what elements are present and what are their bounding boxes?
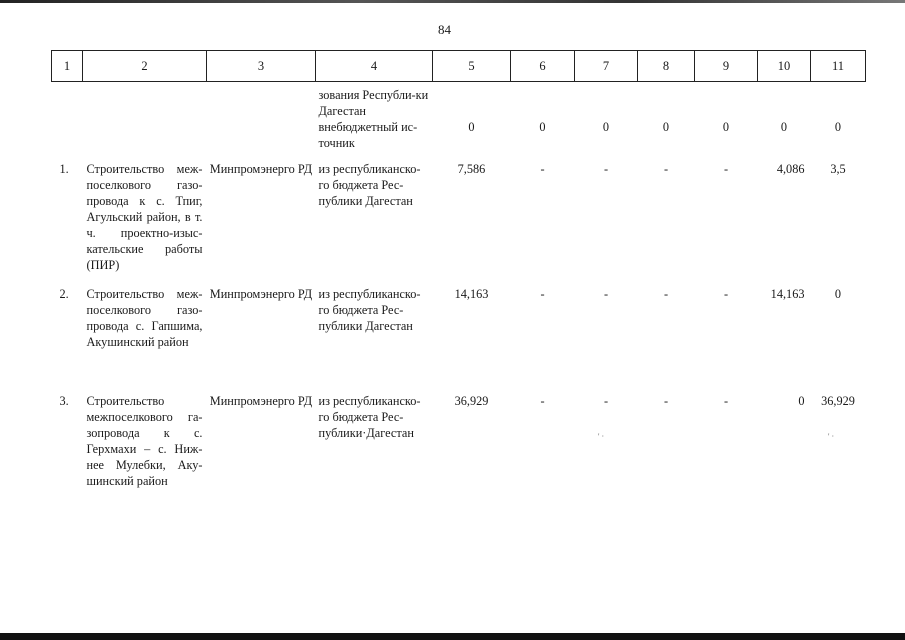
object-name: Строительство меж-поселкового газо-провода с. Гапшима, Акушинский район — [86, 287, 203, 349]
value-cell: - — [540, 287, 545, 301]
value-cell: - — [540, 162, 545, 176]
value-cell: - — [663, 287, 669, 301]
header-cell: 3 — [207, 51, 316, 82]
value-cell: - — [603, 287, 609, 301]
row-number: 2. — [59, 287, 69, 301]
scan-edge-bottom — [0, 633, 905, 640]
header-cell: 6 — [511, 51, 575, 82]
header-cell: 1 — [52, 51, 83, 82]
value-cell: - — [663, 162, 669, 176]
row-number: 3. — [59, 394, 69, 408]
header-cell: 5 — [433, 51, 511, 82]
funding-source-cell: из республиканско-го бюджета Рес-публики Дагестан — [318, 162, 421, 208]
value-cell: 0 — [780, 120, 788, 134]
continuation-row — [52, 82, 866, 120]
header-cell: 9 — [695, 51, 758, 82]
executor: Минпромэнерго РД — [209, 394, 313, 408]
value-cell: - — [723, 162, 729, 176]
value-cell: 0 — [722, 120, 730, 134]
value-cell: - — [540, 394, 545, 408]
scan-speck: ' · — [598, 432, 605, 441]
row-number: 1. — [59, 162, 69, 176]
scan-edge-top — [0, 0, 905, 3]
object-name: Строительство межпоселкового га-зопровода к с. Герхмахи – с. Ниж-нее Мулебки, Аку-шинский район — [86, 394, 203, 488]
value-cell: - — [603, 162, 609, 176]
value-cell: 0 — [539, 120, 546, 134]
value-cell: 7,586 — [457, 162, 486, 176]
header-cell: 2 — [83, 51, 207, 82]
funding-source-cell: внебюджетный ис-точник — [318, 120, 418, 150]
object-name: Строительство меж-поселкового газо-провода к с. Тпиг, Агульский район, в т. ч. проектно-изыс-кательские работы (ПИР) — [86, 162, 203, 272]
table-row — [52, 161, 866, 286]
value-cell: 3,5 — [830, 162, 846, 176]
value-cell: - — [663, 394, 669, 408]
funding-source-cell: из республиканско-го бюджета Рес-публики Дагестан — [318, 287, 421, 333]
header-cell: 7 — [575, 51, 638, 82]
header-cell: 8 — [638, 51, 695, 82]
value-cell: 14,163 — [770, 287, 805, 301]
header-cell: 11 — [811, 51, 866, 82]
value-cell: 4,086 — [776, 162, 805, 176]
scan-speck: ' · — [828, 432, 835, 441]
executor: Минпромэнерго РД — [209, 162, 313, 176]
value-cell: 14,163 — [454, 287, 489, 301]
continuation-row — [52, 119, 866, 161]
value-cell: 0 — [662, 120, 670, 134]
value-cell: 0 — [468, 120, 475, 134]
value-cell: - — [603, 394, 609, 408]
funding-source-cell: зования Республи-ки Дагестан — [318, 88, 429, 118]
value-cell: - — [723, 287, 729, 301]
value-cell: 0 — [834, 287, 842, 301]
header-cell: 4 — [316, 51, 433, 82]
header-row — [52, 51, 866, 82]
value-cell: 0 — [602, 120, 610, 134]
value-cell: 0 — [798, 394, 805, 408]
value-cell: 36,929 — [821, 394, 855, 408]
table-row — [52, 286, 866, 393]
page-number: 84 — [438, 22, 451, 37]
header-cell: 10 — [758, 51, 811, 82]
budget-table — [51, 50, 866, 503]
value-cell: 36,929 — [454, 394, 489, 408]
funding-source-cell: из республиканско-го бюджета Рес-публики·Дагестан — [318, 394, 421, 440]
value-cell: 0 — [834, 120, 842, 134]
value-cell: - — [723, 394, 729, 408]
table-row — [52, 393, 866, 503]
executor: Минпромэнерго РД — [209, 287, 313, 301]
